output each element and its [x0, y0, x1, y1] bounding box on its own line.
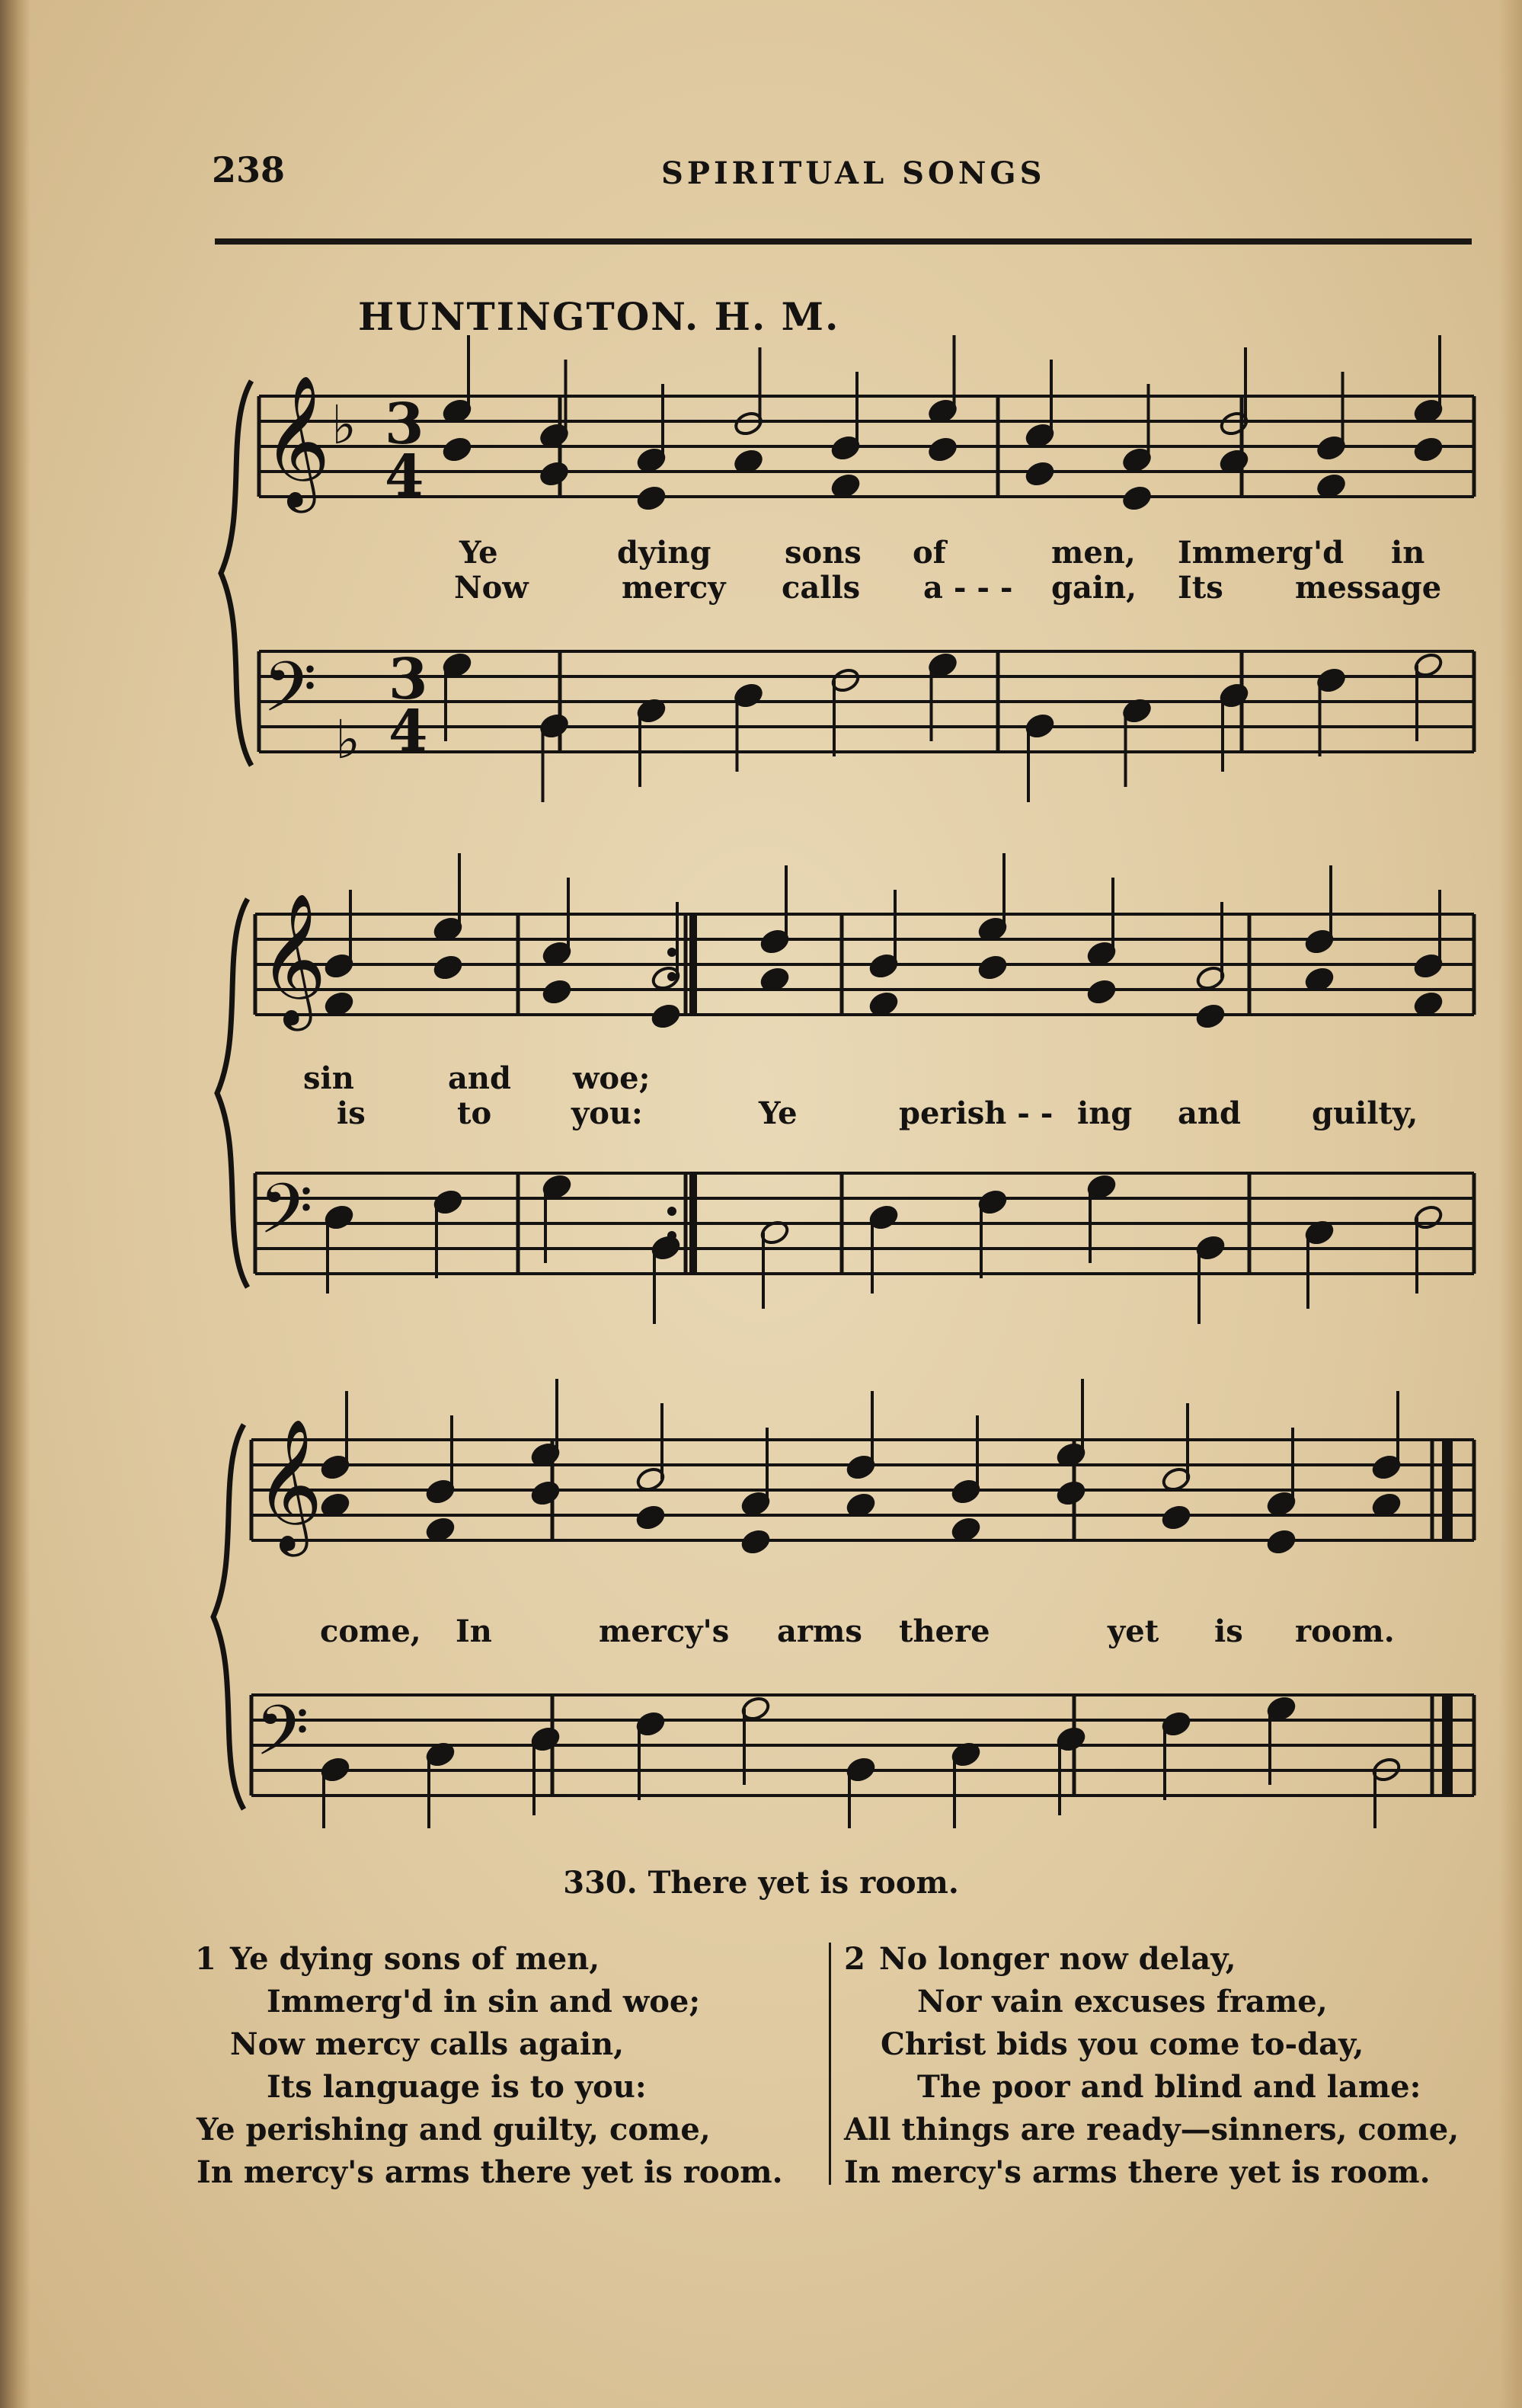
verse2-line: All things are ready—sinners, come,: [844, 2112, 1460, 2147]
lyric-s3-1: In: [456, 1613, 492, 1649]
lyric-s1-l1-6: in: [1391, 535, 1425, 571]
running-head: SPIRITUAL SONGS: [661, 155, 1046, 191]
time-signature-bottom: 4: [388, 699, 428, 764]
note-head: [530, 1479, 561, 1507]
bass-clef: 𝄢: [259, 1169, 313, 1266]
time-signature-top: 3: [385, 392, 424, 457]
bass-clef: 𝄢: [255, 1690, 309, 1788]
system-brace: [213, 1425, 244, 1809]
lyric-s3-7: room.: [1295, 1613, 1395, 1649]
lyric-s2-l2-7: guilty,: [1312, 1095, 1418, 1131]
note-head: [1266, 1528, 1297, 1556]
lyric-s1-l2-5: Its: [1178, 570, 1223, 606]
note-head: [977, 954, 1009, 981]
verse1-line: Immerg'd in sin and woe;: [267, 1984, 701, 2019]
flat-sign: ♭: [335, 708, 361, 771]
lyric-s3-3: arms: [777, 1613, 862, 1649]
note-head: [635, 1504, 667, 1531]
lyric-s1-l1-1: dying: [617, 535, 711, 571]
lyric-s1-l1-4: men,: [1051, 535, 1136, 571]
system-brace: [221, 381, 251, 766]
lyric-s1-l2-4: gain,: [1051, 570, 1137, 606]
treble-clef: 𝄞: [263, 375, 331, 507]
repeat-dot: [667, 1207, 676, 1216]
verse1-number: 1: [195, 1941, 216, 1977]
verse2-line: The poor and blind and lame:: [917, 2069, 1421, 2105]
verse2-line: Nor vain excuses frame,: [917, 1984, 1328, 2019]
lyric-s2-l2-0: is: [337, 1095, 366, 1131]
lyric-s3-6: is: [1214, 1613, 1243, 1649]
hymn-heading: 330. There yet is room.: [563, 1865, 959, 1901]
treble-clef: 𝄞: [259, 893, 327, 1025]
lyric-s3-2: mercy's: [599, 1613, 730, 1649]
note-head: [542, 978, 573, 1006]
lyric-s2-l1-2: woe;: [573, 1060, 651, 1096]
lyric-s1-l1-2: sons: [785, 535, 862, 571]
lyric-s2-l2-5: ing: [1077, 1095, 1133, 1131]
lyric-s1-l2-2: calls: [782, 570, 861, 606]
verse1-line: Its language is to you:: [267, 2069, 647, 2105]
verse2-line: No longer now delay,: [879, 1941, 1236, 1977]
verse2-line: In mercy's arms there yet is room.: [844, 2154, 1431, 2190]
lyric-s1-l2-1: mercy: [622, 570, 726, 606]
verse1-line: Now mercy calls again,: [230, 2026, 625, 2062]
note-head: [651, 1003, 682, 1030]
verse2-number: 2: [844, 1941, 865, 1977]
note-head: [1413, 436, 1444, 463]
repeat-dot: [667, 972, 676, 981]
lyric-s1-l2-6: message: [1295, 570, 1442, 606]
note-head: [1195, 1003, 1226, 1030]
note-head: [442, 436, 473, 463]
lyric-s2-l2-6: and: [1178, 1095, 1241, 1131]
bass-clef: 𝄢: [263, 647, 317, 744]
flat-sign: ♭: [331, 394, 357, 456]
verse1-line: Ye dying sons of men,: [230, 1941, 600, 1977]
note-head: [433, 954, 464, 981]
lyric-s2-l1-0: sin: [303, 1060, 354, 1096]
note-head: [1086, 978, 1118, 1006]
note-head: [539, 460, 570, 488]
column-divider: [829, 1943, 831, 2185]
note-head: [1025, 460, 1056, 488]
lyric-s1-l1-5: Immerg'd: [1178, 535, 1345, 571]
time-signature-bottom: 4: [385, 443, 424, 509]
lyric-s3-0: come,: [320, 1613, 421, 1649]
lyric-s1-l1-0: Ye: [459, 535, 498, 571]
page-number: 238: [212, 149, 286, 190]
lyric-s2-l1-1: and: [448, 1060, 511, 1096]
lyric-s1-l2-3: a - - -: [923, 570, 1013, 606]
lyric-s2-l2-3: Ye: [759, 1095, 798, 1131]
repeat-dot: [667, 948, 676, 957]
lyric-s1-l2-0: Now: [454, 570, 529, 606]
lyric-s3-4: there: [899, 1613, 990, 1649]
note-head: [1056, 1479, 1087, 1507]
lyric-s1-l1-3: of: [913, 535, 946, 571]
time-signature-top: 3: [388, 647, 428, 712]
lyric-s2-l2-1: to: [457, 1095, 492, 1131]
treble-clef: 𝄞: [255, 1418, 323, 1551]
system-brace: [217, 899, 248, 1287]
note-head: [740, 1528, 772, 1556]
note-head: [636, 484, 667, 512]
note-head: [927, 436, 958, 463]
note-head: [1161, 1504, 1192, 1531]
verse1-line: Ye perishing and guilty, come,: [197, 2112, 711, 2147]
lyric-s2-l2-2: you:: [571, 1095, 643, 1131]
lyric-s2-l2-4: perish - -: [899, 1095, 1054, 1131]
tune-title: HUNTINGTON. H. M.: [358, 294, 840, 339]
verse2-line: Christ bids you come to-day,: [881, 2026, 1364, 2062]
verse1-line: In mercy's arms there yet is room.: [197, 2154, 783, 2190]
note-head: [1121, 484, 1153, 512]
lyric-s3-5: yet: [1108, 1613, 1159, 1649]
